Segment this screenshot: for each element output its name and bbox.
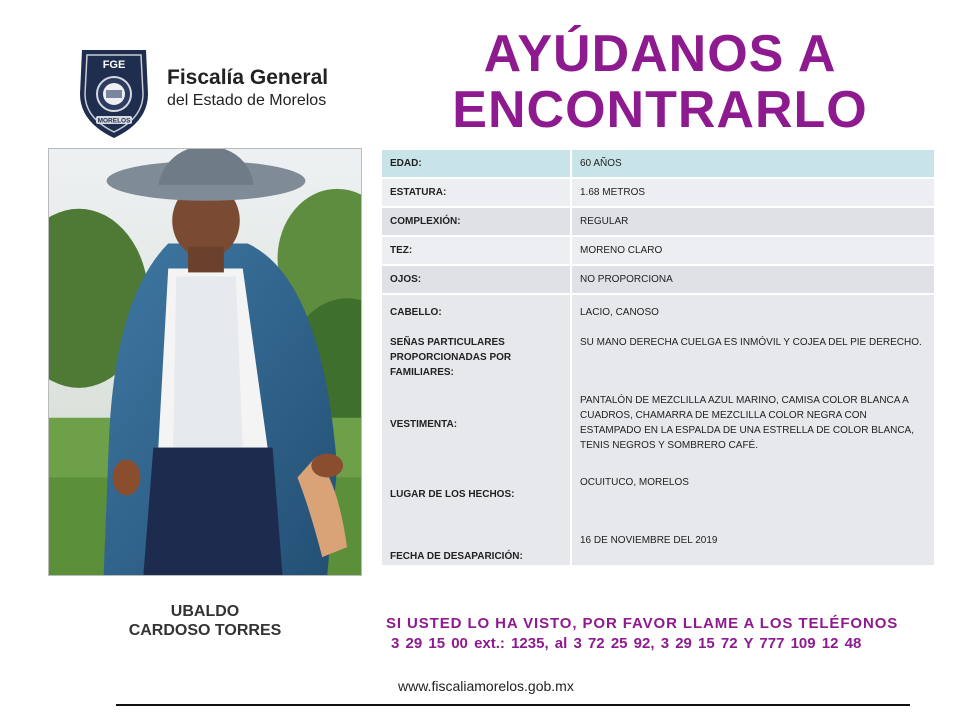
detail-value: NO PROPORCIONA [572, 266, 934, 293]
call-line2: 3 29 15 00 ext.: 1235, al 3 72 25 92, 3 29 15 72 Y 777 109 12 48 [391, 635, 862, 652]
clothing-value: PANTALÓN DE MEZCLILLA AZUL MARINO, CAMISA COLOR BLANCA A CUADROS, CHAMARRA DE MEZCLILLA COLOR NEGRA CON ESTAMPADO EN LA ESPALDA DE UNA ESTRELLA DE COLOR BLANCA, TENIS NEGROS Y SOMBRERO CAFÉ. [580, 395, 914, 451]
detail-label: TEZ: [382, 237, 572, 264]
detail-value: REGULAR [572, 208, 934, 235]
location-label: LUGAR DE LOS HECHOS: [390, 489, 515, 500]
detail-label: OJOS: [382, 266, 572, 293]
headline-line2: ENCONTRARLO [452, 81, 868, 139]
fge-badge-logo [76, 44, 152, 140]
detail-label: ESTATURA: [382, 179, 572, 206]
missing-person-photo [48, 148, 362, 576]
call-line1: SI USTED LO HA VISTO, POR FAVOR LLAME A LOS TELÉFONOS [386, 615, 899, 632]
org-name-line2: del Estado de Morelos [167, 92, 327, 110]
detail-label: COMPLEXIÓN: [382, 208, 572, 235]
marks-value: SU MANO DERECHA CUELGA ES INMÓVIL Y COJEA DEL PIE DERECHO. [580, 337, 922, 348]
marks-label: SEÑAS PARTICULARES PROPORCIONADAS POR FAMILIARES: [390, 337, 512, 378]
org-name-line1: Fiscalía General [167, 66, 329, 89]
detail-row-extended [382, 295, 934, 565]
detail-value: 60 AÑOS [572, 150, 934, 177]
location-value: OCUITUCO, MORELOS [580, 477, 689, 488]
page-headline [415, 26, 905, 138]
detail-row-build [382, 208, 934, 235]
date-value: 16 DE NOVIEMBRE DEL 2019 [580, 535, 718, 546]
headline-line1: AYÚDANOS A [483, 25, 837, 83]
badge-text: FGE [102, 59, 126, 71]
detail-value: 1.68 METROS [572, 179, 934, 206]
date-label: FECHA DE DESAPARICIÓN: [390, 551, 523, 562]
hair-label: CABELLO: [390, 307, 442, 318]
detail-row-complexion [382, 237, 934, 264]
detail-label: EDAD: [382, 150, 572, 177]
call-to-action [382, 614, 934, 654]
detail-row-age [382, 150, 934, 177]
missing-person-name [48, 602, 362, 640]
detail-row-height [382, 179, 934, 206]
hair-value: LACIO, CANOSO [580, 307, 659, 318]
detail-value: MORENO CLARO [572, 237, 934, 264]
description-table [382, 148, 934, 567]
website-link[interactable]: www.fiscaliamorelos.gob.mx [398, 678, 574, 694]
footer-divider [116, 704, 910, 706]
organization-name [167, 66, 328, 110]
clothing-label: VESTIMENTA: [390, 419, 458, 430]
detail-row-eyes [382, 266, 934, 293]
badge-sub-text: MORELOS [97, 117, 131, 125]
person-first-name: UBALDO [170, 603, 240, 620]
person-last-name: CARDOSO TORRES [128, 622, 282, 639]
